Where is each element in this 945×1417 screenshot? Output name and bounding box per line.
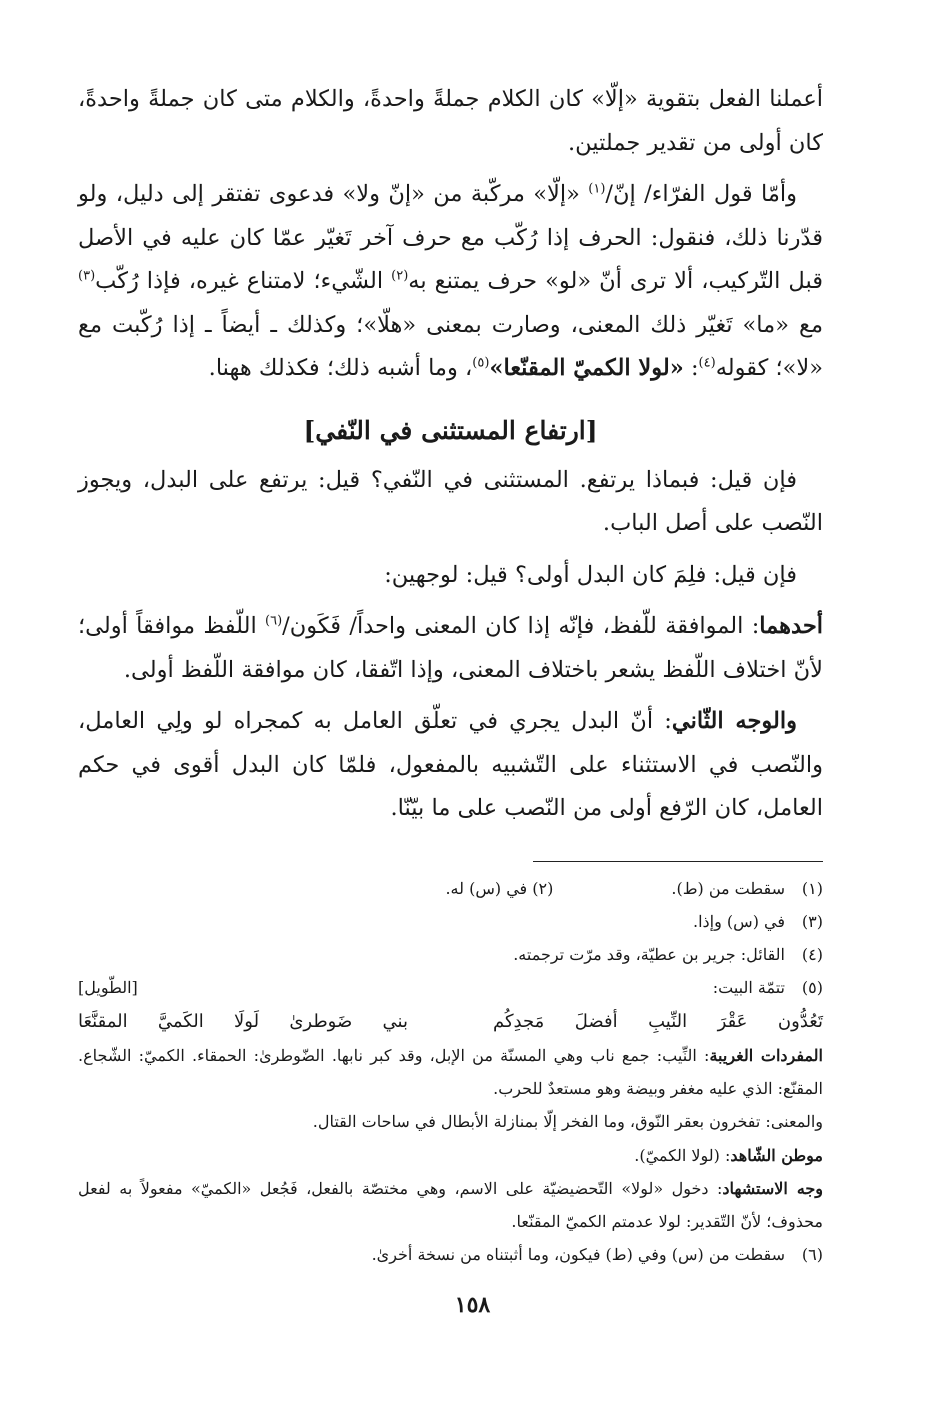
footnote-5 <box>78 971 823 1004</box>
paragraph-6 <box>78 700 823 831</box>
footnote-6-number: (٦) <box>801 1245 823 1265</box>
evidence-label: وجه الاستشهاد <box>722 1178 824 1198</box>
section-title: [ارتفاع المستثنى في النّفي] <box>303 415 598 445</box>
paragraph-2-part-a: وأمّا قول الفرّاء/ إنّ/ <box>605 181 797 207</box>
footnote-1-2-text <box>78 872 785 905</box>
poem-verse <box>78 1005 823 1039</box>
footnote-5-body <box>78 971 785 1004</box>
footnote-3-number: (٣) <box>801 911 823 931</box>
footnote-1-text: سقطت من (ط). <box>671 878 785 898</box>
footnote-6-text: سقطت من (س) وفي (ط) فيكون، وما أثبتناه من نسخة أخرىٰ. <box>371 1245 785 1265</box>
footnote-separator <box>533 861 823 862</box>
meaning-note: والمعنى: تفخرون بعقر النّوق، وما الفخر إلّا بمنازلة الأبطال في ساحات القتال. <box>312 1112 823 1132</box>
footnote-4-text: القائل: جرير بن عطيّة، وقد مرّت ترجمته. <box>513 945 785 965</box>
evidence-note <box>78 1172 823 1239</box>
vocabulary-text: : النِّيب: جمع ناب وهي المسنّة من الإبل، وقد كبر نابها. الضّوطرىٰ: الحمقاء. الكميّ: الشّجاع. المقنّع: الذي عليه مغفر وبيضة وهو مستعدٌ للحرب. <box>78 1045 823 1098</box>
verse-intro-row <box>78 971 785 1004</box>
verse-intro: تتمّة البيت: <box>712 978 785 998</box>
paragraph-2-part-d: مع «ما» تَغيّر ذلك المعنى، وصارت بمعنى «هلّا»؛ وكذلك ـ أيضاً ـ إذا رُكّبت مع «لا»؛ كقوله <box>78 311 823 381</box>
footnote-5-number: (٥) <box>801 978 823 998</box>
footnote-marker-6[interactable]: (٦) <box>265 613 283 629</box>
paragraph-1: أعملنا الفعل بتقوية «إلّا» كان الكلام جملةً واحدةً، والكلام متى كان جملةً واحدةً، كان أولى من تقدير جملتين. <box>78 86 823 156</box>
footnote-3 <box>78 905 823 938</box>
verse-second-hemistich: بني ضَوطرىٰ لَولَا الكَميَّ المقنَّعَا <box>78 1010 408 1032</box>
footnote-4-number: (٤) <box>801 945 823 965</box>
paragraph-3: فإن قيل: فبماذا يرتفع. المستثنى في النّفي؟ قيل: يرتفع على البدل، ويجوز النّصب على أصل الباب. <box>78 466 823 536</box>
quoted-verse: «لولا الكميّ المقنّعا» <box>489 355 684 381</box>
paragraph-2-part-f: ، وما أشبه ذلك؛ فكذلك ههنا. <box>208 355 473 381</box>
verse-meter: [الطّويل] <box>78 978 138 998</box>
witness-text: : (لولا الكميّ). <box>634 1145 731 1165</box>
page-number: ١٥٨ <box>454 1292 491 1318</box>
footnotes <box>78 872 823 1272</box>
witness-note <box>78 1139 823 1172</box>
main-text <box>78 78 823 831</box>
paragraph-5-part-a: : الموافقة للّفظ، فإنّه إذا كان المعنى واحداً/ فَكَون/ <box>282 613 760 639</box>
footnote-marker-5[interactable]: (٥) <box>472 355 490 371</box>
footnote-3-text: في (س) وإذا. <box>693 911 785 931</box>
footnote-4 <box>78 938 823 971</box>
verse-first-hemistich: تَعُدُّون عَقْرَ النِّيبِ أفضلَ مَجدِكُم <box>493 1010 823 1032</box>
paragraph-2-part-e: : <box>683 355 699 381</box>
witness-label: موطن الشّاهد <box>730 1145 823 1165</box>
vocabulary-note <box>78 1039 823 1106</box>
paragraph-2 <box>78 173 823 391</box>
footnote-marker-3[interactable]: (٣) <box>78 268 96 284</box>
paragraph-2-part-c: الشّيء؛ لامتناع غيره، فإذا رُكّب <box>95 268 392 294</box>
footnote-1-2-row <box>78 872 823 905</box>
paragraph-6-part-a: : أنّ البدل يجري في تعلّق العامل به كمجراه لو ولِي العامل، والنّصب في الاستثناء على التّشبيه بالمفعول، فلمّا كان البدل أقوى في حكم العامل، كان الرّفع أولى من النّصب على ما بيّنّا. <box>78 708 823 821</box>
footnote-marker-2[interactable]: (٢) <box>391 268 409 284</box>
paragraph-2-part-b: «إلّا» مركّبة من «إنّ ولا» فدعوى تفتقر إلى دليل، ولو قدّرنا ذلك، فنقول: الحرف إذا رُكّب مع حرف آخر تَغيّر عمّا كان عليه في الأصل قبل التّركيب، ألا ترى أنّ «لو» حرف يمتنع به <box>78 181 823 294</box>
paragraph-5-part-b: اللّفظ موافقاً أولى؛ لأنّ اختلاف اللّفظ يشعر باختلاف المعنى، وإذا اتّفقا، كان موافقة اللّفظ أولى. <box>78 613 823 683</box>
paragraph-4: فإن قيل: فلِمَ كان البدل أولى؟ قيل: لوجهين: <box>384 561 797 588</box>
footnote-marker-1[interactable]: (١) <box>588 181 606 197</box>
footnote-6 <box>78 1238 823 1271</box>
footnote-2-number: (٢) <box>532 878 554 898</box>
footnote-2 <box>445 872 553 905</box>
first-reason-label: أحدهما <box>759 613 823 639</box>
second-reason-label: والوجه الثّاني <box>671 708 797 734</box>
footnote-marker-4[interactable]: (٤) <box>698 355 716 371</box>
footnote-1-number: (١) <box>801 878 823 898</box>
footnote-2-text: في (س) له. <box>445 878 528 898</box>
vocabulary-label: المفردات الغريبة <box>709 1045 824 1065</box>
paragraph-5 <box>78 605 823 692</box>
evidence-text: : دخول «لولا» التّحضيضيّة على الاسم، وهي مختصّة بالفعل، فَجُعل «الكميّ» مفعولاً به لفعل محذوف؛ لأنّ التّقدير: لولا عدمتم الكميّ المقنّعا. <box>78 1178 823 1232</box>
